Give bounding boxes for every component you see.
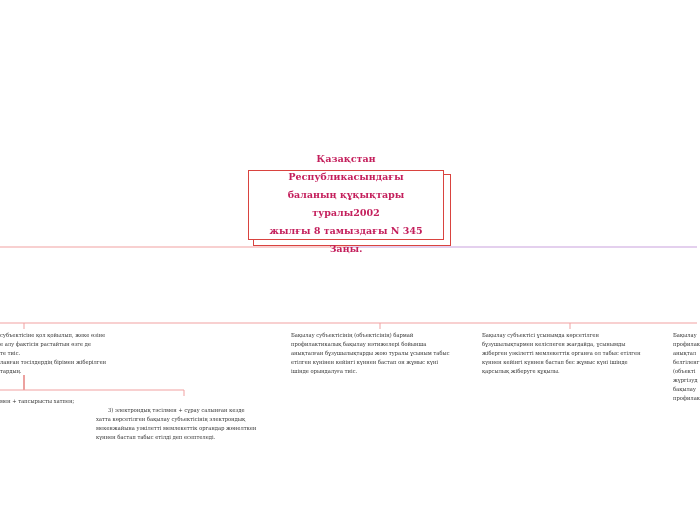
node-line: анықталған бұзушылықтарды жою туралы ұсыным табыс	[291, 351, 450, 357]
node-line: белгіленг	[673, 360, 700, 366]
left-branch-node[interactable]	[0, 332, 106, 377]
node-line: ланған тәсілдердің бірімен жіберілген	[0, 360, 107, 366]
node-line: хатта көрсетілген бақылау субъектісінің электрондық	[96, 417, 246, 423]
central-title-line: баланың құқықтары туралы2002	[287, 190, 405, 219]
middle-branch-node[interactable]	[291, 332, 450, 377]
node-line: күннен кейінгі күннен бастап бес жұмыс күні ішінде	[482, 360, 628, 366]
node-line: профилак	[673, 342, 700, 348]
left-sub2-node[interactable]	[96, 407, 256, 443]
far-right-branch-node[interactable]	[673, 332, 700, 404]
node-line: Бақылау субъектісі ұсынымда көрсетілген	[482, 333, 599, 339]
central-title-line: Қазақстан Республикасындағы	[288, 154, 404, 183]
node-line: анықтал	[673, 351, 697, 357]
node-line: (объекті	[673, 369, 696, 375]
node-line: мекенжайына уәкілетті мемлекеттік органдар жөнелткен	[96, 426, 257, 432]
node-line: 3) электрондық тәсілмен + сұрау салынған кезде	[108, 408, 245, 414]
node-line: е алу фактісін растайтын өзге де	[0, 342, 91, 348]
right-branch-node[interactable]	[482, 332, 641, 377]
central-title-line: жылғы 8 тамыздағы N 345 Заңы.	[269, 226, 423, 255]
node-line: қарсылық жіберуге құқылы.	[482, 369, 560, 375]
left-sub-node[interactable]	[0, 398, 74, 407]
node-line: профилак	[673, 396, 700, 402]
node-line: субъектісіне қол қойылып, жеке өзіне	[0, 333, 106, 339]
node-line: мен + тапсырысты хатпен;	[0, 399, 75, 405]
node-line: профилактикалық бақылау нәтижелері бойынша	[291, 342, 427, 348]
node-line: жіберген уәкілетті мемлекеттік органға ол табыс етілген	[482, 351, 641, 357]
node-line: тардың.	[0, 369, 22, 375]
node-line: Бақылау субъектісінің (объектісінің) бармай	[291, 333, 414, 339]
node-line: бұзушылықтармен келіспеген жағдайда, ұсынымды	[482, 342, 626, 348]
node-line: ішінде орындалуға тиіс.	[291, 369, 358, 375]
node-line: те тиіс.	[0, 351, 21, 357]
central-node[interactable]	[248, 154, 444, 255]
node-line: бақылау	[673, 387, 696, 393]
node-line: Бақылау	[673, 333, 697, 339]
node-line: етілген күнінен кейінгі күннен бастап он жұмыс күні	[291, 360, 439, 366]
node-line: күннен бастап табыс етілді деп есептеледі.	[96, 435, 216, 441]
node-line: жүргізуд	[673, 378, 698, 384]
central-title	[259, 151, 433, 259]
